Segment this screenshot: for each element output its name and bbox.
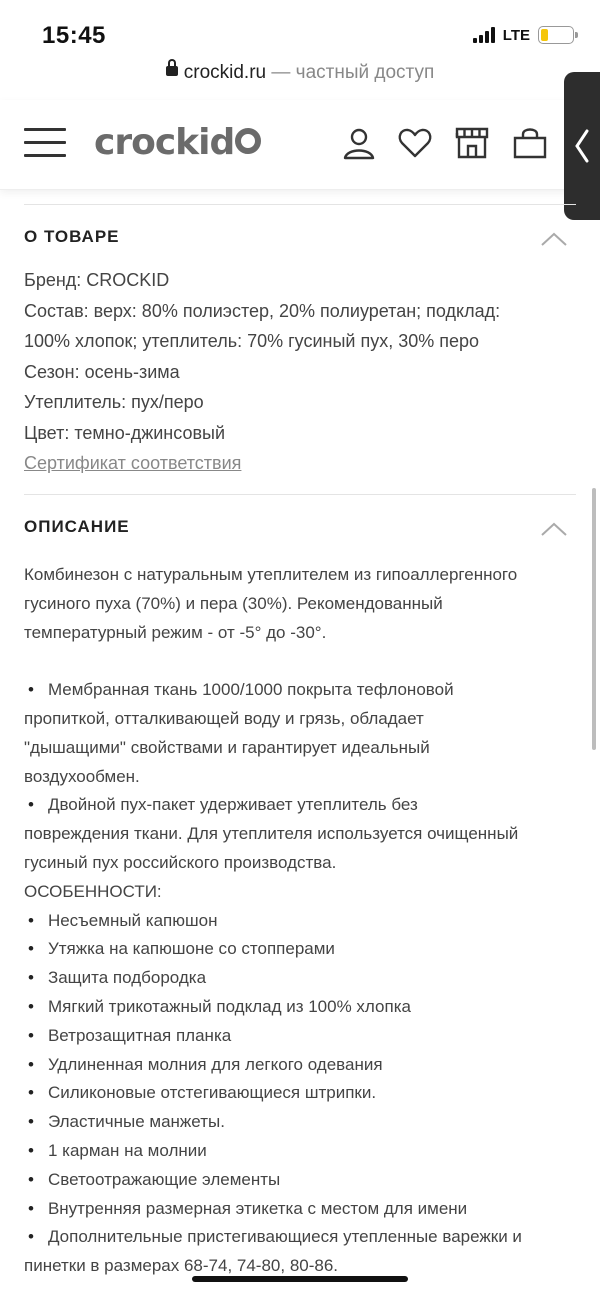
network-label: LTE (502, 26, 530, 44)
status-bar (0, 0, 600, 62)
chevron-left-icon (572, 128, 592, 164)
feature-item: • 1 карман на молнии (24, 1137, 576, 1166)
feature-item: • Мягкий трикотажный подклад из 100% хлопка (24, 993, 576, 1022)
feature-item: • Удлиненная молния для легкого одевания (24, 1051, 576, 1080)
site-logo[interactable] (94, 122, 261, 163)
description-intro-line: гусиного пуха (70%) и пера (30%). Рекомендованный (24, 593, 443, 613)
chevron-up-icon (540, 231, 568, 247)
store-icon[interactable] (454, 126, 490, 160)
features-title: ОСОБЕННОСТИ: (24, 881, 162, 901)
feature-item: • Несъемный капюшон (24, 907, 576, 936)
status-indicators (473, 26, 574, 44)
section-about (24, 204, 576, 494)
scrollbar[interactable] (592, 488, 596, 750)
status-time: 15:45 (42, 22, 106, 49)
lock-icon (166, 66, 178, 76)
certificate-link[interactable]: Сертификат соответствия (24, 453, 242, 473)
description-intro-line: температурный режим - от -5° до -30°. (24, 622, 327, 642)
description-intro-line: Комбинезон с натуральным утеплителем из гипоаллергенного (24, 565, 518, 584)
logo-mark-icon (235, 128, 261, 154)
feature-item: • Эластичные манжеты. (24, 1108, 576, 1137)
section-description (24, 494, 576, 1281)
heart-icon[interactable] (398, 127, 432, 159)
cart-icon[interactable] (512, 126, 548, 160)
section-about-header[interactable] (24, 205, 576, 265)
description-body (24, 561, 576, 1281)
feature-item: • Дополнительные пристегивающиеся утепленные варежки и (24, 1223, 576, 1252)
feature-item: • Утяжка на капюшоне со стопперами (24, 935, 576, 964)
url-domain: crockid.ru (183, 62, 267, 83)
feature-item: • Силиконовые отстегивающиеся штрипки. (24, 1079, 576, 1108)
about-line: Бренд: CROCKID (24, 270, 170, 290)
feature-item: • Светоотражающие элементы (24, 1166, 576, 1195)
section-description-title: ОПИСАНИЕ (24, 517, 130, 536)
feature-item: • Защита подбородка (24, 964, 576, 993)
url-suffix: — частный доступ (271, 62, 435, 83)
about-line: Цвет: темно-джинсовый (24, 422, 226, 443)
description-bullet: • Двойной пух-пакет удерживает утеплитель без (24, 791, 576, 820)
user-icon[interactable] (342, 126, 376, 160)
battery-icon (538, 26, 574, 44)
description-line: "дышащими" свойствами и гарантирует идеальный (24, 737, 430, 757)
menu-icon[interactable] (24, 128, 66, 158)
section-description-header[interactable] (24, 495, 576, 555)
feature-item-continuation: пинетки в размерах 68-74, 74-80, 80-86. (24, 1256, 339, 1276)
about-line: Состав: верх: 80% полиэстер, 20% полиуретан; подклад: (24, 300, 501, 321)
about-line: Сезон: осень-зима (24, 361, 180, 382)
home-indicator[interactable] (192, 1276, 408, 1282)
feature-item: • Внутренняя размерная этикетка с местом для имени (24, 1195, 576, 1224)
about-line: 100% хлопок; утеплитель: 70% гусиный пух, 30% перо (24, 331, 480, 351)
section-about-title: О ТОВАРЕ (24, 227, 120, 246)
site-header (0, 100, 600, 190)
header-actions (342, 126, 548, 160)
logo-text: crockid (94, 122, 235, 163)
description-bullet: • Мембранная ткань 1000/1000 покрыта тефлоновой (24, 676, 576, 705)
about-info (24, 265, 576, 494)
description-line: воздухообмен. (24, 766, 140, 786)
chevron-up-icon (540, 521, 568, 537)
feature-item: • Ветрозащитная планка (24, 1022, 576, 1051)
product-details (24, 190, 576, 1281)
about-line: Утеплитель: пух/перо (24, 392, 204, 412)
description-line: гусиный пух российского производства. (24, 852, 337, 872)
description-line: пропиткой, отталкивающей воду и грязь, обладает (24, 708, 424, 728)
description-line: повреждения ткани. Для утеплителя используется очищенный (24, 824, 519, 844)
signal-icon (473, 27, 495, 43)
address-bar[interactable] (0, 62, 600, 92)
